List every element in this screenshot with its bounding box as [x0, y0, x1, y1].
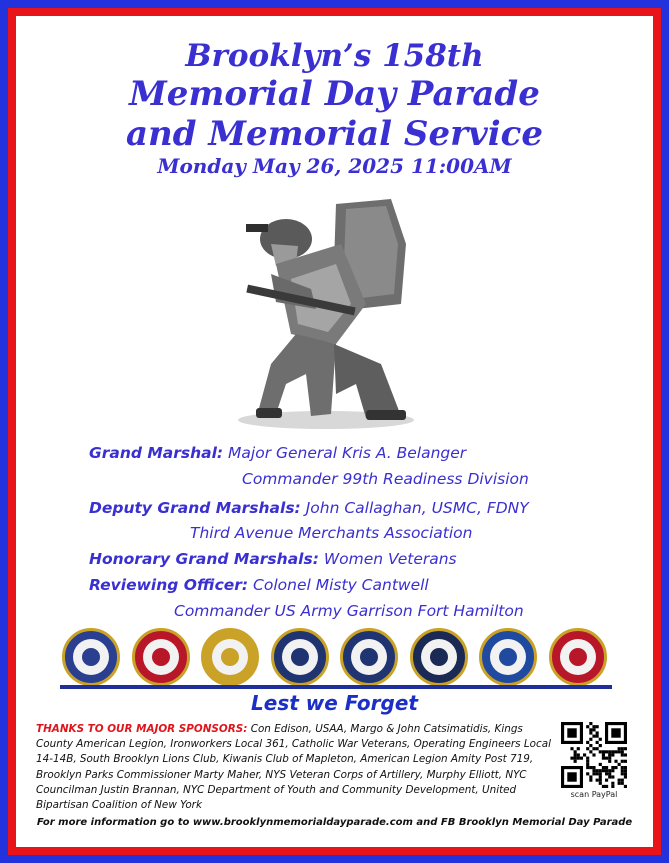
divider-rule: [60, 685, 612, 689]
grand-marshal-title: Commander 99th Readiness Division: [242, 470, 529, 488]
poster: [16, 16, 653, 847]
us-merchant-marine-seal: [549, 628, 607, 686]
military-seals-row: [62, 628, 612, 692]
deputy-grand-marshals-org: Third Avenue Merchants Association: [190, 524, 473, 542]
us-space-force-seal: [410, 628, 468, 686]
us-coast-guard-seal: [479, 628, 537, 686]
us-air-force-seal: [340, 628, 398, 686]
us-navy-seal: [271, 628, 329, 686]
sponsors-block: [36, 722, 560, 813]
title-line-2: Memorial Day Parade: [129, 74, 540, 114]
deputy-grand-marshals-line: [89, 499, 529, 517]
grand-marshal-name: Major General Kris A. Belanger: [223, 444, 467, 462]
deputy-grand-marshals-name: John Callaghan, USMC, FDNY: [300, 499, 529, 517]
event-datetime: Monday May 26, 2025 11:00AM: [157, 154, 512, 178]
qr-caption: scan PayPal: [570, 790, 618, 799]
reviewing-officer-title: Commander US Army Garrison Fort Hamilton: [174, 602, 524, 620]
title-line-1: Brooklyn’s 158th: [185, 38, 484, 74]
paypal-qr-code[interactable]: [561, 722, 627, 788]
veterans-organization-seal: [62, 628, 120, 686]
sponsors-list: Con Edison, USAA, Margo & John Catsimatidis, Kings County American Legion, Ironworkers Local 361, Catholic War Veterans, Operating Engineers Local 14-14B, South Brooklyn Lions Club, Kiwanis Club of Mapleton, American Legion Amity Post 719, Brooklyn Parks Commissioner Marty Maher, NYS Veteran Corps of Artillery, Murphy Elliott, NYC Councilman Justin Brannan, NYC Department of Youth and Community Development, United Bipartisan Coalition of New York: [36, 723, 551, 812]
honorary-grand-marshals-line: [89, 550, 457, 568]
reviewing-officer-line: [89, 576, 429, 594]
title-line-3: and Memorial Service: [126, 114, 543, 154]
sponsors-heading: THANKS TO OUR MAJOR SPONSORS:: [36, 723, 248, 735]
kneeling-soldier-illustration: [216, 184, 436, 434]
more-information-line: For more information go to www.brooklynmemorialdayparade.com and FB Brooklyn Memorial Day Parade: [36, 817, 633, 828]
honorary-grand-marshals-label: Honorary Grand Marshals:: [89, 550, 319, 568]
tagline: Lest we Forget: [251, 691, 418, 715]
us-army-seal: [201, 628, 259, 686]
grand-marshal-label: Grand Marshal:: [89, 444, 224, 462]
us-marine-corps-seal: [132, 628, 190, 686]
grand-marshal-line: [89, 444, 466, 462]
reviewing-officer-name: Colonel Misty Cantwell: [248, 576, 429, 594]
honorary-grand-marshals-name: Women Veterans: [318, 550, 457, 568]
deputy-grand-marshals-label: Deputy Grand Marshals:: [89, 499, 301, 517]
reviewing-officer-label: Reviewing Officer:: [89, 576, 249, 594]
